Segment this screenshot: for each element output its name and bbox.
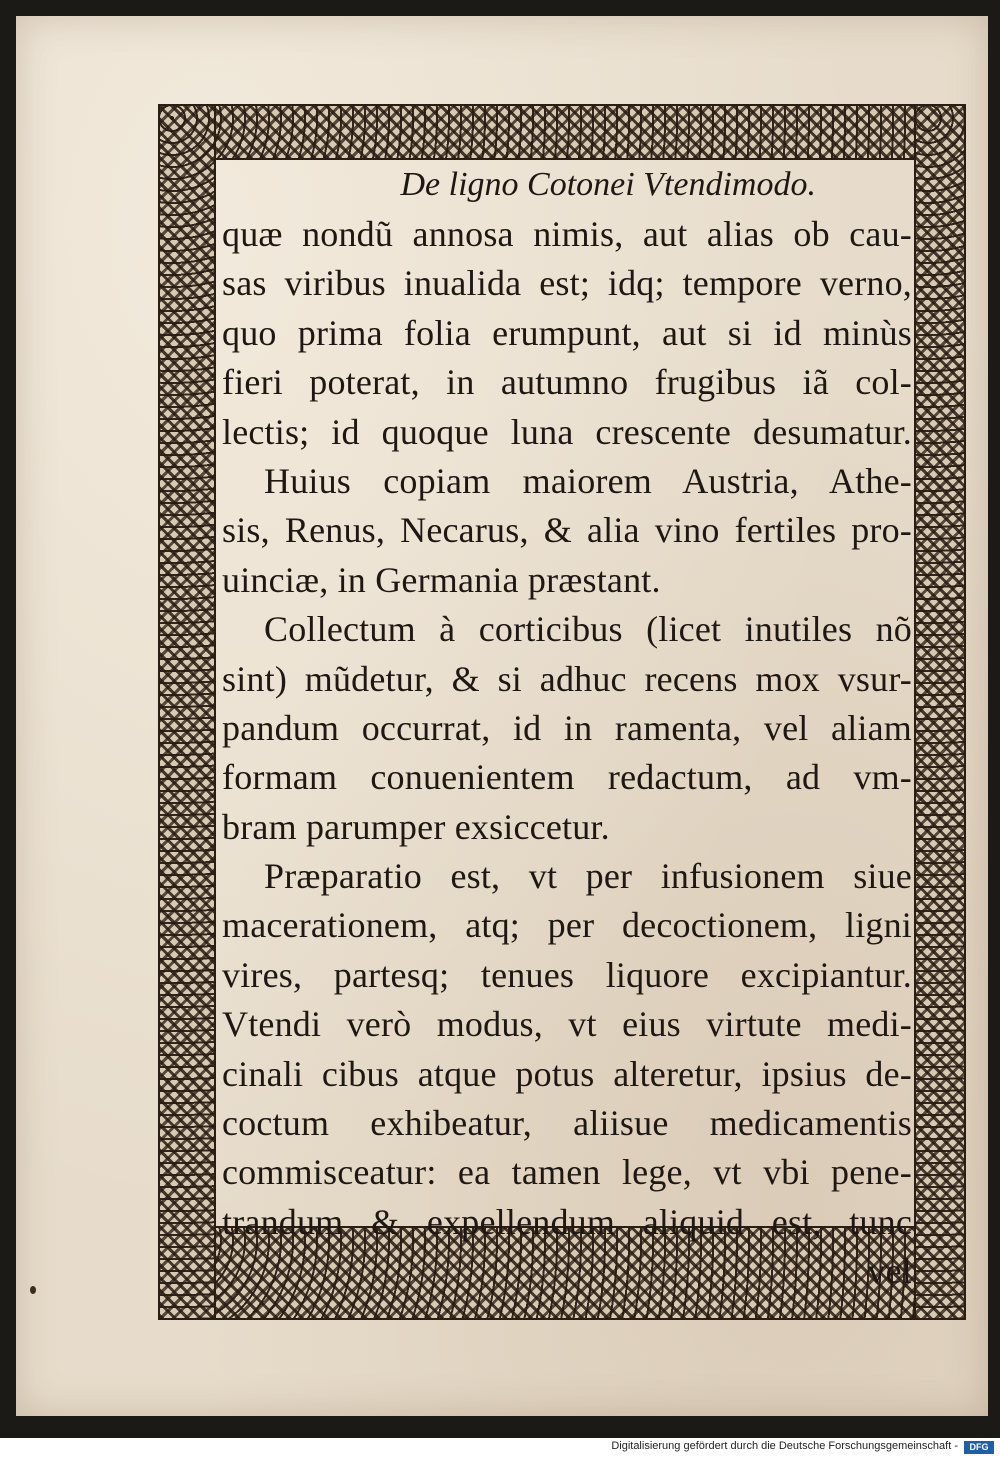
margin-mark	[30, 1286, 36, 1294]
text-line: Huius copiam maiorem Austria, Athe-	[264, 460, 912, 501]
digitization-footer	[0, 1438, 1000, 1458]
text-line: vires, partesq; tenues liquore excipiantur.	[222, 954, 912, 995]
text-lines	[222, 210, 912, 1297]
text-line: sint) mũdetur, & si adhuc recens mox vsur-	[222, 658, 912, 699]
text-line: Præparatio est, vt per infusionem siue	[264, 856, 912, 897]
text-line: quæ nondũ annosa nimis, aut alias ob cau-	[222, 214, 912, 254]
text-line: Vtendi verò modus, vt eius virtute medi-	[222, 1004, 912, 1045]
ornamental-border-left	[158, 104, 216, 1320]
text-line: sas viribus inualida est; idq; tempore verno,	[222, 263, 912, 304]
text-line: coctum exhibeatur, aliisue medicamentis	[222, 1103, 912, 1144]
page-text-block	[222, 160, 912, 1297]
dfg-logo: DFG	[964, 1441, 994, 1454]
text-line: commisceatur: ea tamen lege, vt vbi pene-	[222, 1152, 912, 1193]
text-line: formam conuenientem redactum, ad vm-	[222, 757, 912, 798]
ornamental-border-top	[158, 104, 966, 160]
text-line: pandum occurrat, id in ramenta, vel aliam	[222, 707, 912, 748]
text-line: cinali cibus atque potus alteretur, ipsius de-	[222, 1053, 912, 1094]
ornamental-border-right	[914, 104, 966, 1320]
funding-credit: Digitalisierung gefördert durch die Deutsche Forschungsgemeinschaft -	[611, 1440, 958, 1452]
text-line: Collectum à corticibus (licet inutiles nõ	[264, 609, 912, 650]
text-line: fieri poterat, in autumno frugibus iã col-	[222, 362, 912, 403]
text-line: uinciæ, in Germania præstant.	[222, 559, 661, 600]
text-line: quo prima folia erumpunt, aut si id minùs	[222, 312, 912, 353]
text-line: lectis; id quoque luna crescente desumatur.	[222, 411, 912, 452]
text-line: trandum & expellendum aliquid est, tunc	[222, 1201, 912, 1242]
text-line: bram parumper exsiccetur.	[222, 806, 610, 847]
running-head: De ligno Cotonei Vtendimodo.	[400, 166, 816, 203]
catchword: vel	[867, 1251, 912, 1292]
text-line: sis, Renus, Necarus, & alia vino fertiles pro-	[222, 510, 912, 551]
text-line: macerationem, atq; per decoctionem, ligni	[222, 905, 912, 946]
